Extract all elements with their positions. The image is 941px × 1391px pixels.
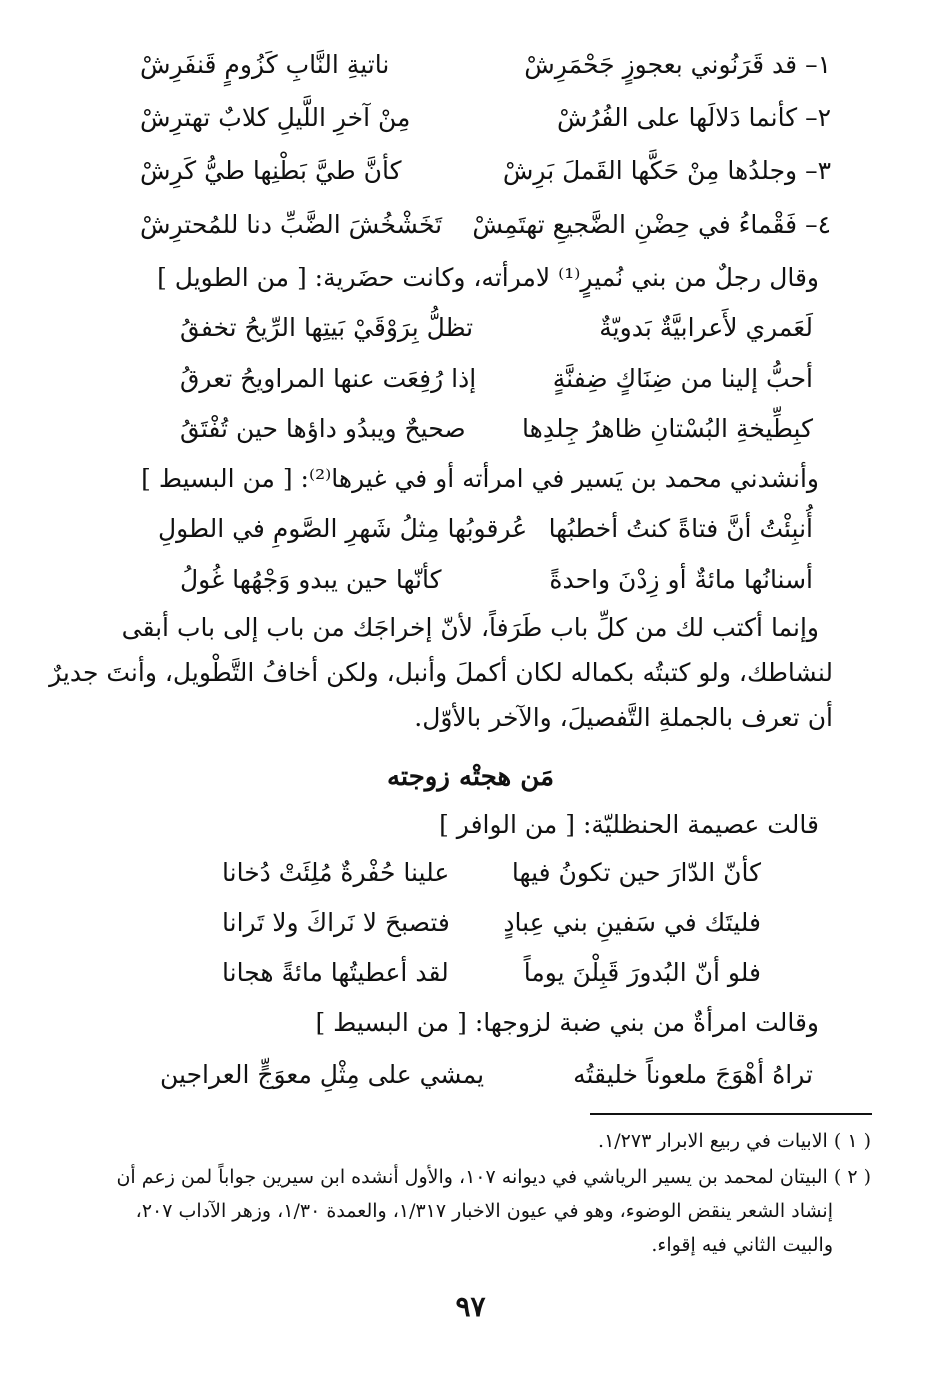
verse-1-4-second-hemistich: تَخَشْخُشَ الضَّبِّ دنا للمُحترِشْ (140, 210, 443, 239)
verse-5-1-second-hemistich: يمشي على مِثْلِ معوَجٍّ العراجين (160, 1060, 485, 1089)
verse-2-1-second-hemistich: تظلُّ بِرَوْقَيْ بَيتِها الرِّيحُ تخفقُ (180, 313, 474, 342)
intro-3: وأنشدني محمد بن يَسير في امرأته أو في غيرها⁽²⁾: [ من البسيط ] (141, 464, 819, 493)
verse-3-1-second-hemistich: عُرقوبُها مِثلُ شَهرِ الصَّومِ في الطولِ (158, 514, 528, 543)
verse-1-1-first-hemistich: ١– قد قَرَنُوني بعجوزٍ جَحْمَرِشْ (524, 50, 831, 79)
footnote-2-line-3: والبيت الثاني فيه إقواء. (651, 1234, 833, 1256)
verse-5-1-first-hemistich: تراهُ أهْوَجَ ملعوناً خليقتُه (573, 1060, 813, 1089)
footnote-1: ( ١ ) الابيات في ربيع الابرار ١/٢٧٣. (598, 1130, 871, 1152)
verse-2-2-second-hemistich: إذا رُفِعَت عنها المراويحُ تعرقُ (180, 364, 477, 393)
section-heading: مَن هجتْه زوجته (386, 762, 555, 792)
page-number: ٩٧ (455, 1290, 486, 1323)
intro-2: وقال رجلٌ من بني نُميرٍ⁽¹⁾ لامرأته، وكانت حضَرية: [ من الطويل ] (157, 263, 819, 292)
verse-1-4-first-hemistich: ٤– فَقْماءُ في حِضْنِ الضَّجيعِ تهتَمِشْ (472, 210, 831, 239)
verse-1-3-first-hemistich: ٣– وجلدُها مِنْ حَكَّها القَملَ بَرِشْ (502, 156, 831, 185)
intro-4: قالت عصيمة الحنظليّة: [ من الوافر ] (439, 810, 819, 839)
footnote-separator (590, 1113, 872, 1115)
verse-3-2-second-hemistich: كأنّها حين يبدو وَجْهُها غُولُ (180, 565, 442, 594)
footnote-2-line-1: ( ٢ ) البيتان لمحمد بن يسير الرياشي في ديوانه ١٠٧، والأول أنشده ابن سيرين جواباً لمن زعم أن (116, 1166, 871, 1188)
verse-2-3-first-hemistich: كبِطِّيخةِ البُسْتانِ ظاهرُ جِلدِها (522, 414, 813, 443)
verse-4-3-first-hemistich: فلو أنّ البُدورَ قَبِلْنَ يوماً (523, 958, 761, 987)
verse-1-2-first-hemistich: ٢– كأنما دَلالَها على الفُرُشْ (557, 103, 831, 132)
prose-line-3: أن تعرف بالجملةِ التَّفصيلَ، والآخر بالأوّل. (414, 703, 833, 732)
verse-4-1-second-hemistich: علينا حُفْرةٌ مُلِئَتْ دُخانا (222, 858, 450, 887)
footnote-2-line-2: إنشاد الشعر ينقض الوضوء، وهو في عيون الاخبار ١/٣١٧، والعمدة ١/٣٠، وزهر الآداب ٢٠٧، (135, 1200, 833, 1222)
verse-1-1-second-hemistich: ناتيةِ النَّابِ كَزُومٍ قَنفَرِشْ (140, 50, 390, 79)
verse-2-1-first-hemistich: لَعَمري لأَعرابيَّةٌ بَدويّةٌ (599, 313, 813, 342)
verse-3-2-first-hemistich: أسنانُها مائةٌ أو زِدْنَ واحدةً (549, 565, 813, 594)
verse-4-2-second-hemistich: فتصبحَ لا نَراكَ ولا تَرانا (222, 908, 450, 937)
prose-line-2: لنشاطك، ولو كتبتُه بكماله لكان أكملَ وأنبل، ولكن أخافُ التَّطْويل، وأنتَ جديرٌ (49, 658, 833, 687)
prose-line-1: وإنما أكتب لك من كلِّ باب طَرَفاً، لأنّ إخراجَك من باب إلى باب أبقى (121, 613, 819, 642)
verse-1-2-second-hemistich: مِنْ آخرِ اللَّيلِ كلابٌ تهترِشْ (140, 103, 411, 132)
verse-1-3-second-hemistich: كأنَّ طيَّ بَطْنِها طيُّ كَرِشْ (140, 156, 402, 185)
verse-4-2-first-hemistich: فليتَك في سَفينِ بني عِبادٍ (503, 908, 761, 937)
verse-3-1-first-hemistich: أُنبِئْتُ أنَّ فتاةً كنتُ أخطبُها (548, 514, 813, 543)
verse-4-3-second-hemistich: لقد أعطيتُها مائةً هجانا (222, 958, 449, 987)
verse-2-2-first-hemistich: أحبُّ إلينا من ضِنَاكٍ ضِفنَّةٍ (552, 364, 813, 393)
intro-5: وقالت امرأةٌ من بني ضبة لزوجها: [ من البسيط ] (315, 1008, 819, 1037)
verse-4-1-first-hemistich: كأنّ الدّارَ حين تكونُ فيها (511, 858, 761, 887)
verse-2-3-second-hemistich: صحيحٌ ويبدُو داؤها حين تُفْتَقُ (180, 414, 466, 443)
